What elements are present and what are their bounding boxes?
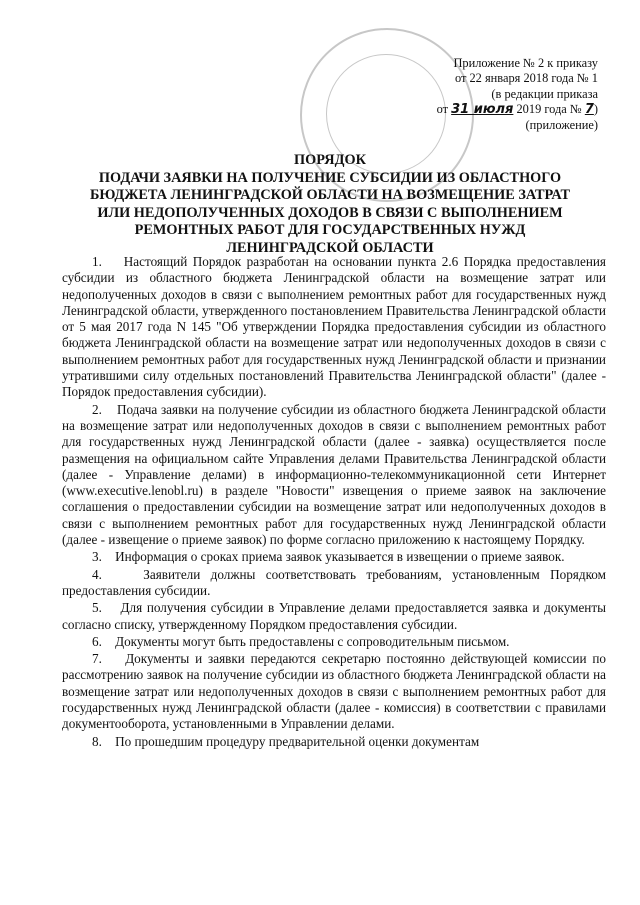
appendix-line-2: от 22 января 2018 года № 1 bbox=[454, 71, 598, 86]
document-body bbox=[62, 254, 606, 751]
paragraph-1: 1. Настоящий Порядок разработан на основании пункта 2.6 Порядка предоставления субсидии из областного бюджета Ленинградской области на возмещение затрат или недополученных доходов в связи с выполнением ремонтных работ для государственных нужд Ленинградской области, утвержденного постановлением Правительства Ленинградской области от 5 мая 2017 года N 145 "Об утверждении Порядка предоставления субсидии из областного бюджета Ленинградской области на возмещение затрат или недополученных доходов в связи с выполнением ремонтных работ для государственных нужд Ленинградской области и признании утратившими силу отдельных постановлений Правительства Ленинградской области" (далее - Порядок предоставления субсидии). bbox=[62, 254, 606, 400]
appendix-date-prefix: от bbox=[436, 102, 449, 117]
title-line-5: РЕМОНТНЫХ РАБОТ ДЛЯ ГОСУДАРСТВЕННЫХ НУЖД bbox=[134, 222, 526, 239]
paragraph-4: 4. Заявители должны соответствовать требованиям, установленным Порядком предоставления субсидии. bbox=[62, 566, 606, 598]
paragraph-8: 8. По прошедшим процедуру предварительной оценки документам bbox=[92, 733, 480, 749]
title-line-3: БЮДЖЕТА ЛЕНИНГРАДСКОЙ ОБЛАСТИ НА ВОЗМЕЩЕНИЕ ЗАТРАТ bbox=[89, 187, 571, 204]
paragraph-2: 2. Подача заявки на получение субсидии из областного бюджета Ленинградской области на возмещение затрат или недополученных доходов в связи с выполнением ремонтных работ для государственных нужд Ленинградской области (далее - заявка) осуществляется после размещения на официальном сайте Управления делами Правительства Ленинградской области (далее - Управление делами) в информационно-телекоммуникационной сети Интернет (www.executive.lenobl.ru) в разделе "Новости" извещения о приеме заявок на заключение соглашения о предоставлении субсидии на возмещение затрат или недополученных доходов в связи с выполнением ремонтных работ для государственных нужд Ленинградской области (далее - извещение о приеме заявок) по форме согласно приложению к настоящему Порядку. bbox=[62, 401, 606, 548]
paragraph-5: 5. Для получения субсидии в Управление делами предоставляется заявка и документы согласно списку, утвержденному Порядком предоставления субсидии. bbox=[62, 600, 606, 632]
appendix-line-1: Приложение № 2 к приказу bbox=[453, 56, 598, 70]
handwritten-number: 7 bbox=[584, 102, 594, 118]
title-line-2: ПОДАЧИ ЗАЯВКИ НА ПОЛУЧЕНИЕ СУБСИДИИ ИЗ ОБЛАСТНОГО bbox=[98, 169, 562, 186]
appendix-line-3: (в редакции приказа bbox=[491, 86, 598, 101]
title-line-6: ЛЕНИНГРАДСКОЙ ОБЛАСТИ bbox=[226, 239, 434, 256]
appendix-note bbox=[378, 56, 598, 133]
document-title bbox=[60, 152, 600, 258]
paragraph-6: 6. Документы могут быть предоставлены с сопроводительным письмом. bbox=[92, 633, 510, 649]
title-line-1: ПОРЯДОК bbox=[294, 152, 366, 168]
paragraph-3: 3. Информация о сроках приема заявок указывается в извещении о приеме заявок. bbox=[92, 549, 565, 565]
appendix-line-5: (приложение) bbox=[525, 117, 598, 132]
appendix-date-mid: 2019 года № bbox=[516, 102, 582, 117]
handwritten-date: 31 июля bbox=[451, 102, 514, 118]
title-line-4: ИЛИ НЕДОПОЛУЧЕННЫХ ДОХОДОВ В СВЯЗИ С ВЫПОЛНЕНИЕМ bbox=[97, 204, 563, 221]
appendix-line-4 bbox=[378, 102, 598, 117]
paragraph-7: 7. Документы и заявки передаются секретарю постоянно действующей комиссии по рассмотрению заявок на получение субсидии из областного бюджета Ленинградской области на возмещение затрат или недополученных доходов в связи с выполнением ремонтных работ для государственных нужд Ленинградской области (далее - комиссия) в соответствии с правилами документооборота, установленными в Управлении делами. bbox=[62, 651, 606, 732]
appendix-date-suffix: ) bbox=[593, 102, 598, 117]
